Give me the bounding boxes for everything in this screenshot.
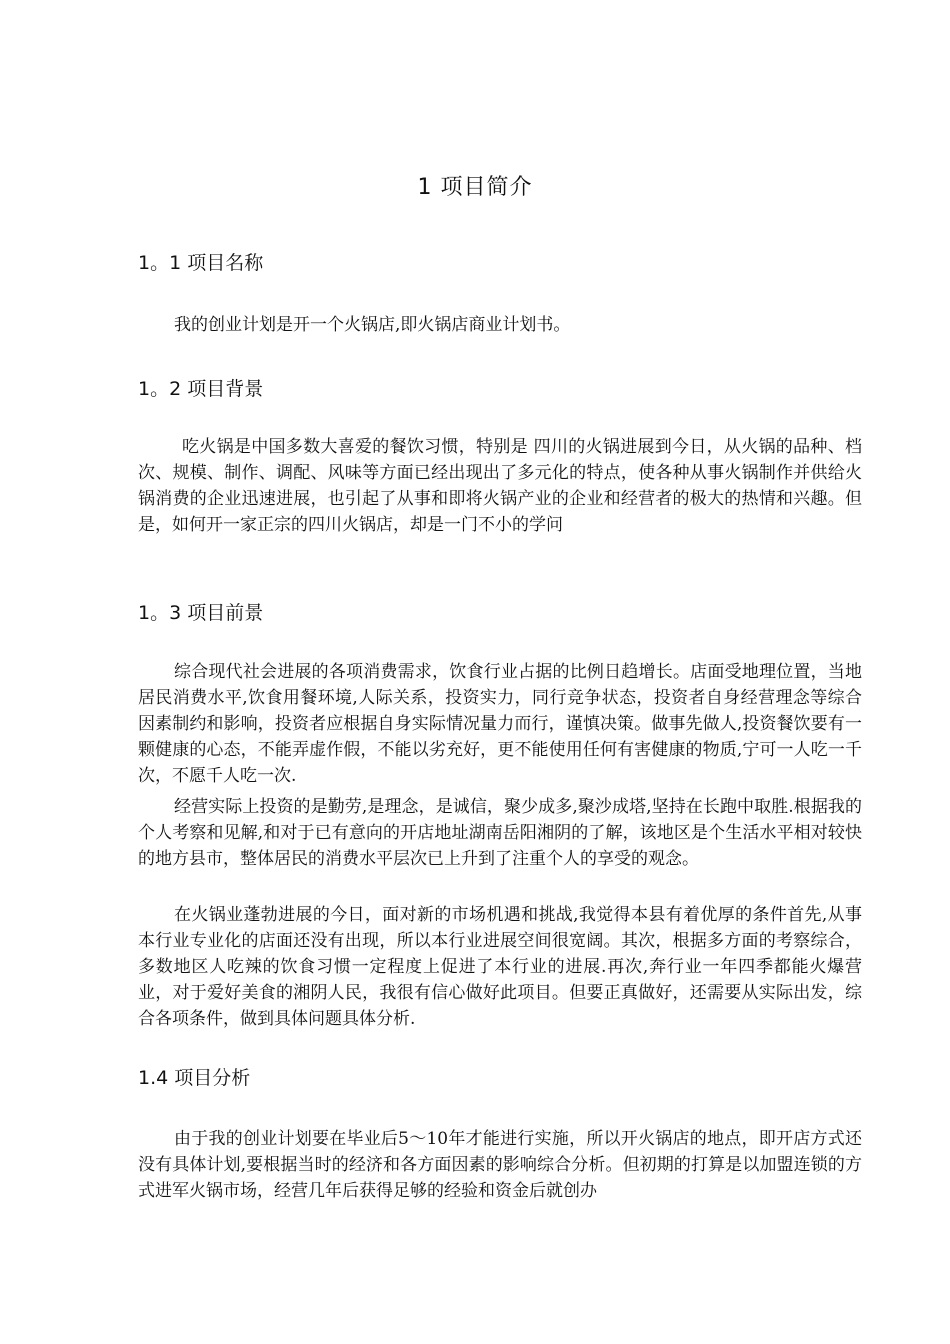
section-heading-project-name: 1。1 项目名称 — [138, 252, 264, 274]
paragraph: 我的创业计划是开一个火锅店,即火锅店商业计划书。 — [174, 315, 571, 335]
section-heading-project-analysis: 1.4 项目分析 — [138, 1067, 251, 1089]
paragraph: 由于我的创业计划要在毕业后5～10年才能进行实施，所以开火锅店的地点，即开店方式还没有具体计划,要根据当时的经济和各方面因素的影响综合分析。但初期的打算是以加盟连锁的方式进军火锅市场，经营几年后获得足够的经验和资金后就创办 — [138, 1129, 862, 1201]
paragraph: 综合现代社会进展的各项消费需求，饮食行业占据的比例日趋增长。店面受地理位置，当地居民消费水平,饮食用餐环境,人际关系，投资实力，同行竞争状态，投资者自身经营理念等综合因素制约和影响，投资者应根据自身实际情况量力而行，谨慎决策。做事先做人,投资餐饮要有一颗健康的心态，不能弄虚作假，不能以劣充好，更不能使用任何有害健康的物质,宁可一人吃一千次，不愿千人吃一次. — [138, 662, 862, 786]
page-title: 1 项目简介 — [417, 175, 533, 200]
section-heading-project-background: 1。2 项目背景 — [138, 378, 264, 400]
paragraph: 在火锅业蓬勃进展的今日，面对新的市场机遇和挑战,我觉得本县有着优厚的条件首先,从事本行业专业化的店面还没有出现，所以本行业进展空间很宽阔。其次，根据多方面的考察综合，多数地区人吃辣的饮食习惯一定程度上促进了本行业的进展.再次,奔行业一年四季都能火爆营业，对于爱好美食的湘阴人民，我很有信心做好此项目。但要正真做好，还需要从实际出发，综合各项条件，做到具体问题具体分析. — [138, 905, 862, 1029]
paragraph: 经营实际上投资的是勤劳,是理念，是诚信，聚少成多,聚沙成塔,坚持在长跑中取胜.根据我的个人考察和见解,和对于已有意向的开店地址湖南岳阳湘阴的了解，该地区是个生活水平相对较快的地方县市，整体居民的消费水平层次已上升到了注重个人的享受的观念。 — [138, 797, 862, 869]
section-heading-project-prospect: 1。3 项目前景 — [138, 602, 264, 624]
paragraph: 吃火锅是中国多数大喜爱的餐饮习惯，特别是 四川的火锅进展到今日，从火锅的品种、档次、规模、制作、调配、风味等方面已经出现出了多元化的特点，使各种从事火锅制作并供给火锅消费的企业迅速进展，也引起了从事和即将火锅产业的企业和经营者的极大的热情和兴趣。但是，如何开一家正宗的四川火锅店，却是一门不小的学问 — [138, 437, 862, 535]
